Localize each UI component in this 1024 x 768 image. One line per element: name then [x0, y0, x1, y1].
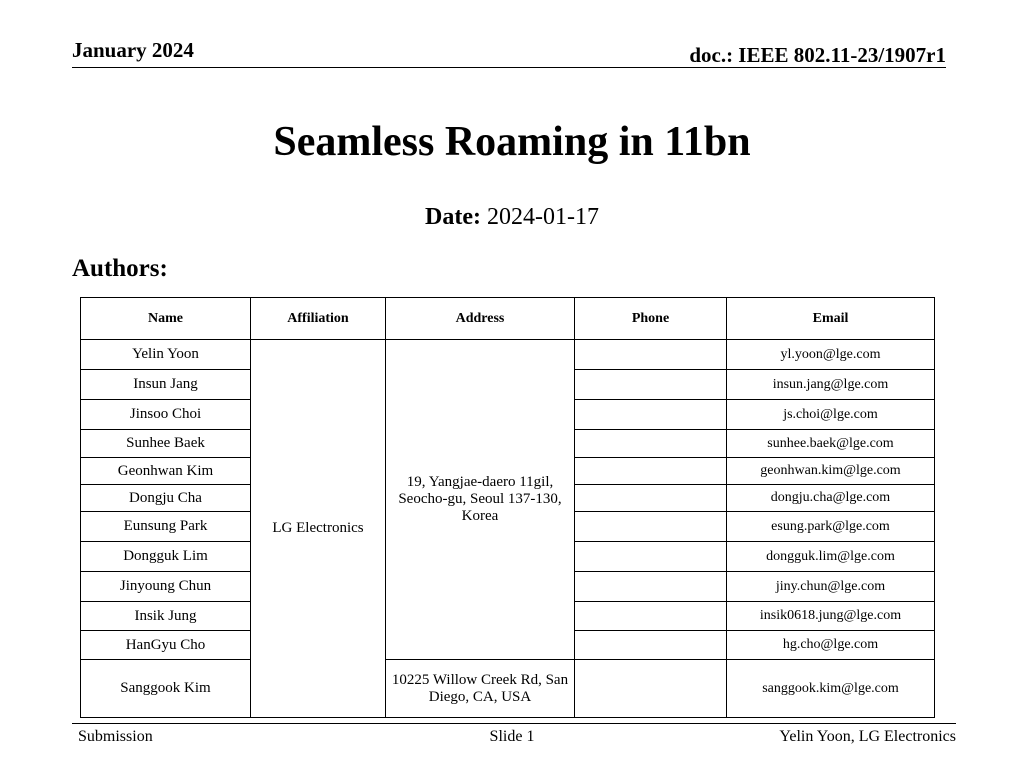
author-email: insun.jang@lge.com — [727, 370, 935, 400]
column-header-address: Address — [386, 298, 575, 340]
author-phone — [575, 430, 727, 458]
author-name: Jinsoo Choi — [81, 400, 251, 430]
author-email: yl.yoon@lge.com — [727, 340, 935, 370]
authors-table — [80, 297, 935, 718]
author-email: hg.cho@lge.com — [727, 631, 935, 660]
author-email: sanggook.kim@lge.com — [727, 660, 935, 718]
author-name: Dongju Cha — [81, 485, 251, 512]
author-email: insik0618.jung@lge.com — [727, 602, 935, 631]
author-phone — [575, 542, 727, 572]
author-name: Sanggook Kim — [81, 660, 251, 718]
author-email: js.choi@lge.com — [727, 400, 935, 430]
author-email: geonhwan.kim@lge.com — [727, 458, 935, 485]
column-header-name: Name — [81, 298, 251, 340]
date-value: 2024-01-17 — [486, 204, 599, 230]
author-name: Insun Jang — [81, 370, 251, 400]
author-name: Sunhee Baek — [81, 430, 251, 458]
author-email: sunhee.baek@lge.com — [727, 430, 935, 458]
author-email: jiny.chun@lge.com — [727, 572, 935, 602]
author-phone — [575, 458, 727, 485]
slide-title: Seamless Roaming in 11bn — [273, 119, 751, 165]
column-header-phone: Phone — [575, 298, 727, 340]
table-row — [81, 340, 935, 370]
column-header-email: Email — [727, 298, 935, 340]
column-header-affiliation: Affiliation — [251, 298, 386, 340]
author-name: HanGyu Cho — [81, 631, 251, 660]
author-name: Insik Jung — [81, 602, 251, 631]
author-phone — [575, 631, 727, 660]
author-address: 19, Yangjae-daero 11gil, Seocho-gu, Seoul 137-130, Korea — [386, 340, 575, 660]
author-phone — [575, 400, 727, 430]
footer-submission: Submission — [78, 728, 153, 745]
footer-author: Yelin Yoon, LG Electronics — [779, 728, 956, 745]
date-line — [0, 204, 1024, 231]
author-name: Eunsung Park — [81, 512, 251, 542]
author-phone — [575, 340, 727, 370]
author-affiliation: LG Electronics — [251, 340, 386, 718]
table-header-row — [81, 298, 935, 340]
author-name: Geonhwan Kim — [81, 458, 251, 485]
author-email: esung.park@lge.com — [727, 512, 935, 542]
author-phone — [575, 370, 727, 400]
author-name: Dongguk Lim — [81, 542, 251, 572]
author-email: dongju.cha@lge.com — [727, 485, 935, 512]
author-email: dongguk.lim@lge.com — [727, 542, 935, 572]
author-phone — [575, 602, 727, 631]
author-phone — [575, 660, 727, 718]
author-phone — [575, 572, 727, 602]
footer-divider — [72, 723, 956, 724]
author-address-secondary: 10225 Willow Creek Rd, San Diego, CA, USA — [386, 660, 575, 718]
table-row — [81, 660, 935, 718]
header-doc-id: doc.: IEEE 802.11-23/1907r1 — [689, 43, 946, 67]
author-name: Jinyoung Chun — [81, 572, 251, 602]
author-phone — [575, 512, 727, 542]
footer-slide-number: Slide 1 — [489, 728, 535, 745]
authors-heading: Authors: — [72, 255, 168, 282]
author-name: Yelin Yoon — [81, 340, 251, 370]
author-phone — [575, 485, 727, 512]
header-divider — [72, 67, 946, 68]
date-label: Date: — [425, 204, 481, 230]
header-date: January 2024 — [72, 38, 194, 62]
